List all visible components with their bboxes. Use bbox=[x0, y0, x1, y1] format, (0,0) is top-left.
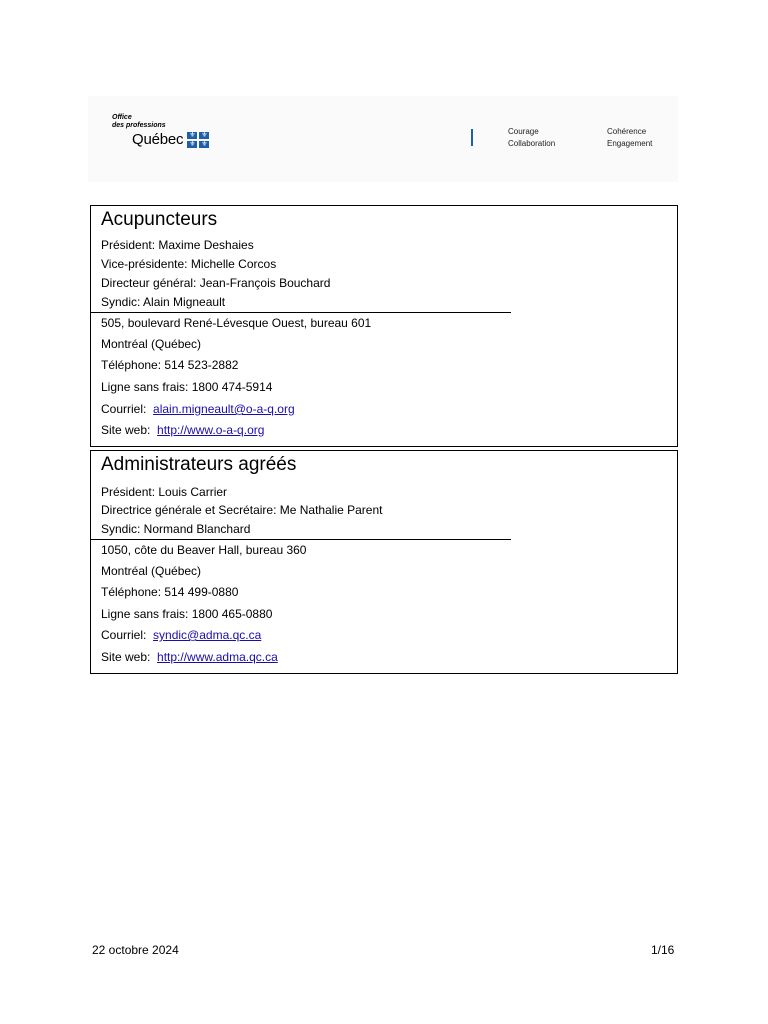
org-phone: Téléphone: 514 499-0880 bbox=[101, 585, 239, 599]
web-label: Site web: bbox=[101, 423, 151, 437]
fleur-de-lis-icon: ⚜ bbox=[189, 131, 196, 139]
org-phone: Téléphone: 514 523-2882 bbox=[101, 358, 239, 372]
values-column-2 bbox=[607, 126, 652, 150]
logo-line-professions: des professions bbox=[112, 122, 166, 129]
office-des-professions-logo bbox=[112, 114, 208, 148]
logo-line-office: Office bbox=[112, 114, 132, 121]
org-name: Administrateurs agréés bbox=[101, 454, 297, 475]
org-director-general: Directeur général: Jean-François Bouchard bbox=[101, 276, 331, 290]
logo-quebec-text: Québec bbox=[132, 131, 184, 148]
org-vice-president: Vice-présidente: Michelle Corcos bbox=[101, 257, 277, 271]
footer-page-number: 1/16 bbox=[651, 943, 675, 957]
logo-quebec-row bbox=[132, 131, 209, 148]
fleur-de-lis-icon: ⚜ bbox=[201, 131, 208, 139]
header-divider bbox=[471, 129, 473, 146]
web-label: Site web: bbox=[101, 650, 151, 664]
org-syndic: Syndic: Alain Migneault bbox=[101, 295, 226, 309]
org-email-row bbox=[101, 628, 261, 642]
org-web-row bbox=[101, 423, 264, 437]
org-president: Président: Maxime Deshaies bbox=[101, 238, 254, 252]
fleur-de-lis-icon: ⚜ bbox=[201, 140, 208, 148]
value-collaboration: Collaboration bbox=[508, 139, 556, 148]
section-divider bbox=[91, 539, 511, 540]
email-label: Courriel: bbox=[101, 628, 147, 642]
value-courage: Courage bbox=[508, 127, 539, 136]
fleur-de-lis-icon: ⚜ bbox=[189, 140, 196, 148]
website-link[interactable]: http://www.adma.qc.ca bbox=[157, 650, 278, 664]
email-link[interactable]: alain.migneault@o-a-q.org bbox=[153, 402, 295, 416]
org-card-acupuncteurs bbox=[90, 205, 678, 447]
org-tollfree: Ligne sans frais: 1800 474-5914 bbox=[101, 380, 273, 394]
email-link[interactable]: syndic@adma.qc.ca bbox=[153, 628, 262, 642]
org-president: Président: Louis Carrier bbox=[101, 485, 228, 499]
email-label: Courriel: bbox=[101, 402, 147, 416]
quebec-flag-icon bbox=[187, 132, 209, 148]
org-address: 505, boulevard René-Lévesque Ouest, bureau 601 bbox=[101, 316, 372, 330]
org-card-administrateurs-agrees bbox=[90, 450, 678, 674]
org-city: Montréal (Québec) bbox=[101, 337, 202, 351]
website-link[interactable]: http://www.o-a-q.org bbox=[157, 423, 265, 437]
org-tollfree: Ligne sans frais: 1800 465-0880 bbox=[101, 607, 273, 621]
section-divider bbox=[91, 312, 511, 313]
footer-date: 22 octobre 2024 bbox=[92, 943, 179, 957]
value-engagement: Engagement bbox=[607, 139, 653, 148]
org-email-row bbox=[101, 402, 295, 416]
org-syndic: Syndic: Normand Blanchard bbox=[101, 522, 251, 536]
org-city: Montréal (Québec) bbox=[101, 564, 202, 578]
org-address: 1050, côte du Beaver Hall, bureau 360 bbox=[101, 543, 307, 557]
page-header bbox=[88, 96, 678, 182]
org-name: Acupuncteurs bbox=[101, 209, 218, 230]
value-coherence: Cohérence bbox=[607, 127, 647, 136]
org-director-general: Directrice générale et Secrétaire: Me Nathalie Parent bbox=[101, 503, 383, 517]
values-column-1 bbox=[508, 126, 555, 150]
org-web-row bbox=[101, 650, 278, 664]
